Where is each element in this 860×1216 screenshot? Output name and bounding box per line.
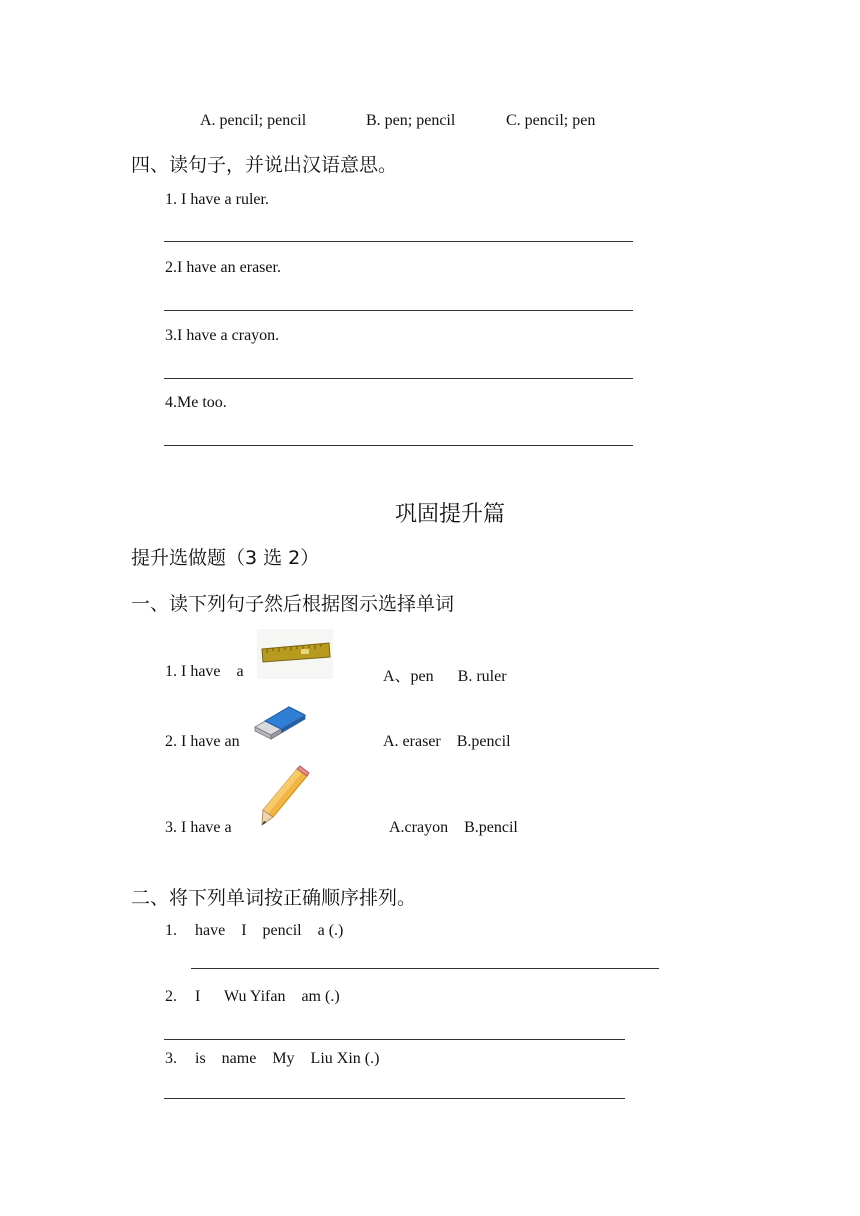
- section1-item-3-sentence: 3. I have a: [165, 819, 232, 836]
- answer-line-3[interactable]: [164, 378, 633, 379]
- eraser-icon: [251, 701, 309, 741]
- section1-item-1-options: A、pen B. ruler: [383, 668, 507, 685]
- section1-item-2-sentence: 2. I have an: [165, 733, 240, 750]
- section2-item-3-words: is name My Liu Xin (.): [195, 1050, 380, 1067]
- section2-heading: 二、将下列单词按正确顺序排列。: [131, 887, 417, 909]
- section2-item-1-words: have I pencil a (.): [195, 922, 344, 939]
- section1-heading: 一、读下列句子然后根据图示选择单词: [131, 593, 455, 615]
- answer-line-5[interactable]: [191, 968, 659, 969]
- section4-item-1: 1. I have a ruler.: [165, 191, 269, 208]
- answer-line-1[interactable]: [164, 241, 633, 242]
- section1-item-3-options: A.crayon B.pencil: [389, 819, 518, 836]
- ruler-icon: [257, 629, 333, 679]
- section4-item-2: 2.I have an eraser.: [165, 259, 281, 276]
- option-a: A. pencil; pencil: [200, 112, 307, 129]
- part-title: 巩固提升篇: [395, 502, 506, 527]
- section2-item-3-num: 3.: [165, 1050, 177, 1067]
- subtitle: 提升选做题（3 选 2）: [131, 547, 320, 569]
- section1-item-2-options: A. eraser B.pencil: [383, 733, 511, 750]
- answer-line-6[interactable]: [164, 1039, 625, 1040]
- section2-item-2-num: 2.: [165, 988, 177, 1005]
- answer-line-2[interactable]: [164, 310, 633, 311]
- answer-line-7[interactable]: [164, 1098, 625, 1099]
- section1-item-1-sentence: 1. I have a: [165, 663, 244, 680]
- pencil-icon: [245, 765, 313, 829]
- option-b: B. pen; pencil: [366, 112, 456, 129]
- section2-item-2-words: I Wu Yifan am (.): [195, 988, 340, 1005]
- section4-item-3: 3.I have a crayon.: [165, 327, 280, 344]
- option-c: C. pencil; pen: [506, 112, 596, 129]
- answer-line-4[interactable]: [164, 445, 633, 446]
- section4-item-4: 4.Me too.: [165, 394, 227, 411]
- section4-heading: 四、读句子，并说出汉语意思。: [131, 154, 398, 176]
- section2-item-1-num: 1.: [165, 922, 177, 939]
